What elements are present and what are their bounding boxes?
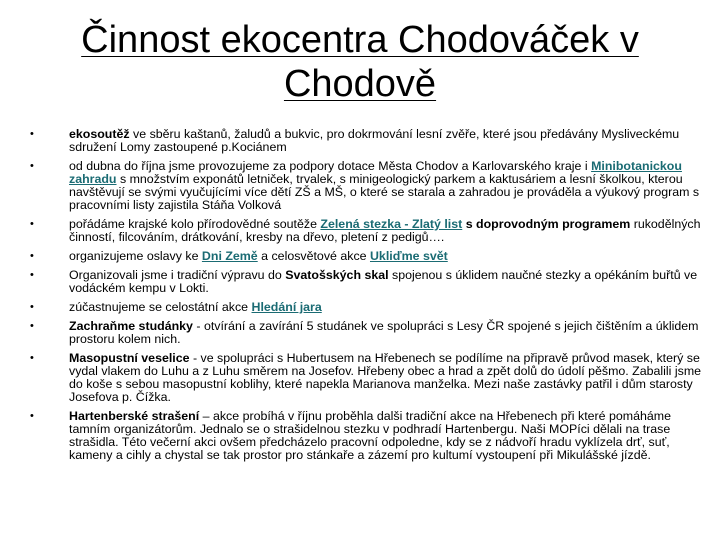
- item-text: s množstvím exponátů letniček, trvalek, s minigeologický parkem a kaktusáriem a lesní školkou, kterou navštěvují se svými vyučujícími více dětí ZŠ a MŠ, o které se starala a zahradou je prováděla a výukový program s pracovními listy zajistila Stáňa Volková: [69, 172, 700, 212]
- zelena-stezka-link[interactable]: Zelená stezka - Zlatý list: [320, 217, 463, 231]
- bullet-icon: •: [30, 320, 34, 332]
- activity-list: [30, 128, 706, 468]
- uklidme-svet-link[interactable]: Ukliďme svět: [369, 249, 448, 263]
- title-line-1: Činnost ekocentra Chodováček v: [81, 19, 639, 61]
- list-item: [30, 218, 706, 244]
- title-line-2: Chodově: [283, 63, 437, 105]
- item-bold: s doprovodným programem: [462, 217, 631, 231]
- bullet-icon: •: [30, 160, 34, 172]
- bullet-icon: •: [30, 128, 34, 140]
- list-item: [30, 160, 706, 212]
- item-text: spojenou s úklidem naučné stezky a opékáním buřtů ve vodáckém kempu v Lokti.: [69, 268, 698, 295]
- bullet-icon: •: [30, 301, 34, 313]
- item-text: rukodělných činností, filcováním, drátkování, kresby na dřevo, pletení z pedigů….: [69, 217, 701, 244]
- item-text: ve sběru kaštanů, žaludů a bukvic, pro dokrmování lesní zvěře, které jsou předávány Mysliveckému sdružení Lomy zastoupené p.Kociánem: [69, 127, 680, 154]
- item-bold: Masopustní veselice: [69, 351, 190, 365]
- den-zeme-link[interactable]: Dni Země: [201, 249, 258, 263]
- bullet-icon: •: [30, 269, 34, 281]
- item-bold: ekosoutěž: [69, 127, 130, 141]
- item-bold: Svatošských skal: [285, 268, 389, 282]
- slide-title: [20, 18, 700, 106]
- item-bold: Zachraňme studánky: [69, 319, 193, 333]
- item-bold: Hartenberské strašení: [69, 409, 200, 423]
- item-text: - otvírání a zavírání 5 studánek ve spolupráci s Lesy ČR spojené s jejich čištěním a úklidem prostoru kolem nich.: [69, 319, 699, 346]
- item-text: – akce probíhá v říjnu proběhla dalši tradiční akce na Hřebenech při které pomáháme tamním organizátorům. Jednalo se o strašidelnou stezku v podhradí Hartenbergu. Naši MOPíci dělali na trase strašidla. Této večerní akci ovšem předcházelo pracovní odpoledne, kdy se z nádvoří hradu vyklízela drť, suť, kameny a cihly a chystal se tak prostor pro stánkaře a zázemí pro kultumí vystoupení při Mikulášské jízdě.: [69, 409, 671, 462]
- item-text: od dubna do října jsme provozujeme za podpory dotace Města Chodov a Karlovarského kraje i: [69, 159, 592, 173]
- list-item: [30, 320, 706, 346]
- item-text: a celosvětové akce: [257, 249, 370, 263]
- list-item: [30, 352, 706, 404]
- list-item: [30, 269, 706, 295]
- hledani-jara-link[interactable]: Hledání jara: [251, 300, 322, 314]
- item-text: pořádáme krajské kolo přírodovědné soutěže: [69, 217, 321, 231]
- list-item: [30, 128, 706, 154]
- bullet-icon: •: [30, 352, 34, 364]
- minibotanicka-zahrada-link[interactable]: Minibotanickou zahradu: [69, 159, 682, 186]
- item-text: Organizovali jsme i tradiční výpravu do: [69, 268, 286, 282]
- list-item: [30, 410, 706, 462]
- list-item: [30, 250, 706, 263]
- item-text: - ve spolupráci s Hubertusem na Hřebenech se podílíme na připravě průvod masek, který se vydal vlakem do Luhu a z Luhu směrem na Josefov. Hřebeny obec a hrad a zpět dolů do údolí pěšmo. Zabalili jsme do koše s sebou masopustní koblihy, které napekla Marianova manželka. Mezi naše zastávky patřil i dům starosty Josefova p. Čížka.: [69, 351, 702, 404]
- bullet-icon: •: [30, 250, 34, 262]
- bullet-icon: •: [30, 218, 34, 230]
- item-text: organizujeme oslavy ke: [69, 249, 202, 263]
- list-item: [30, 301, 706, 314]
- item-text: zúčastnujeme se celostátní akce: [69, 300, 252, 314]
- bullet-icon: •: [30, 410, 34, 422]
